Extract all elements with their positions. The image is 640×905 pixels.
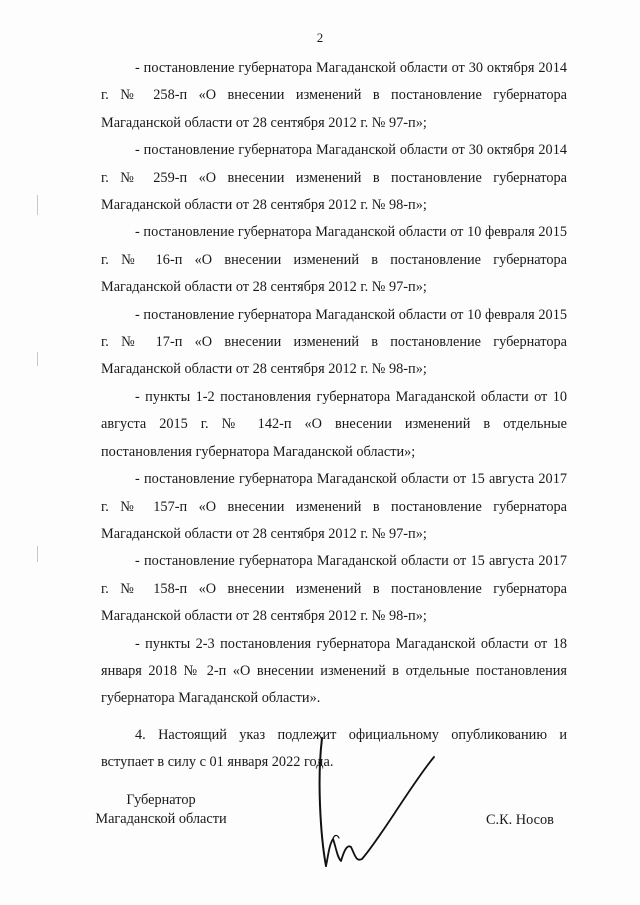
list-item-paragraph: - постановление губернатора Магаданской области от 10 февраля 2015 г. № 16-п «О внесении изменений в постановление губернатора Магаданской области от 28 сентября 2012 г. № 97-п»; xyxy=(101,224,567,296)
signer-name: С.К. Носов xyxy=(486,812,554,828)
list-item-paragraph: - постановление губернатора Магаданской области от 30 октября 2014 г. № 259-п «О внесении изменений в постановление губернатора Магаданской области от 28 сентября 2012 г. № 98-п»; xyxy=(101,142,567,214)
closing-paragraph: 4. Настоящий указ подлежит официальному опубликованию и вступает в силу с 01 января 2022 года. xyxy=(101,726,567,771)
list-item-paragraph: - постановление губернатора Магаданской области от 15 августа 2017 г. № 157-п «О внесении изменений в постановление губернатора Магаданской области от 28 сентября 2012 г. № 97-п»; xyxy=(101,471,567,542)
signer-position-line1: Губернатор xyxy=(126,792,196,808)
signer-position xyxy=(86,791,236,829)
list-item-paragraph: - пункты 1-2 постановления губернатора Магаданской области от 10 августа 2015 г. № 142-п «О внесении изменений в отдельные постановления губернатора Магаданской области»; xyxy=(101,388,567,460)
list-item-paragraph: - постановление губернатора Магаданской области от 10 февраля 2015 г. № 17-п «О внесении изменений в постановление губернатора Магаданской области от 28 сентября 2012 г. № 98-п»; xyxy=(101,306,567,378)
list-item-paragraph: - постановление губернатора Магаданской области от 30 октября 2014 г. № 258-п «О внесении изменений в постановление губернатора Магаданской области от 28 сентября 2012 г. № 97-п»; xyxy=(101,60,567,131)
signer-position-line2: Магаданской области xyxy=(95,811,227,827)
page-number: 2 xyxy=(316,30,324,45)
list-item-paragraph: - пункты 2-3 постановления губернатора Магаданской области от 18 января 2018 № 2-п «О внесении изменений в отдельные постановления губернатора Магаданской области». xyxy=(101,635,567,707)
list-item-paragraph: - постановление губернатора Магаданской области от 15 августа 2017 г. № 158-п «О внесении изменений в постановление губернатора Магаданской области от 28 сентября 2012 г. № 98-п»; xyxy=(101,553,567,625)
handwritten-signature xyxy=(316,735,440,870)
